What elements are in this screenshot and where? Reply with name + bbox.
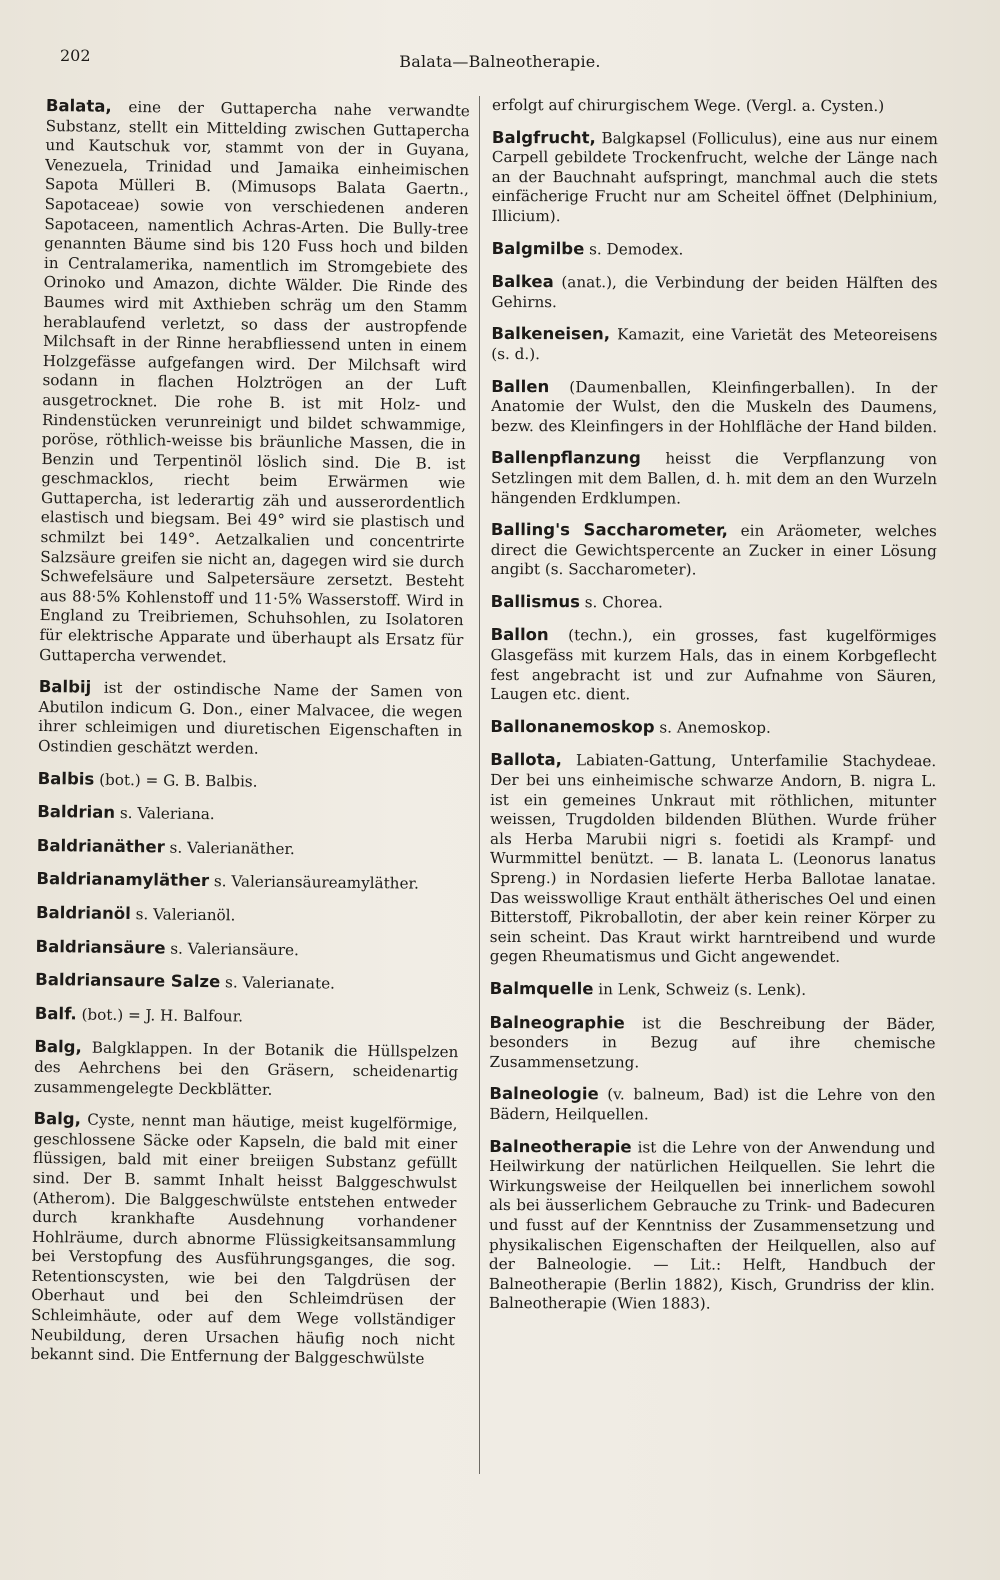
entry-text: (v. balneum, Bad) ist die Lehre von den Bädern, Heilquellen. <box>489 1085 936 1124</box>
entry-text: s. Chorea. <box>584 593 663 612</box>
entry-paragraph <box>37 802 461 828</box>
entry-text: (Daumenballen, Kleinfingerballen). In der Anatomie der Wulst, den die Muskeln des Daumens, bezw. des Kleinfingers in der Hohlfläche der Hand bilden. <box>491 377 938 436</box>
entry-headword: Ballonanemoskop <box>490 716 655 737</box>
entry-headword: Ballon <box>490 625 549 645</box>
entry-paragraph <box>491 324 937 365</box>
dictionary-entry <box>492 128 938 228</box>
dictionary-entry <box>492 96 938 117</box>
dictionary-entry <box>490 979 936 1001</box>
entry-text: ein Aräometer, welches direct die Gewichtspercente an Zucker in einer Lösung angibt (s. Saccharometer). <box>490 521 937 579</box>
entry-text: (bot.) = J. H. Balfour. <box>81 1005 244 1026</box>
dictionary-entry <box>36 869 460 895</box>
entry-paragraph <box>35 936 459 962</box>
entry-headword: Balmquelle <box>489 978 594 999</box>
entry-paragraph <box>491 377 937 438</box>
entry-headword: Balkea <box>491 272 554 292</box>
entry-headword: Baldrian <box>37 802 116 823</box>
entry-paragraph <box>491 448 937 509</box>
entry-text: Labiaten-Gattung, Unterfamilie Stachydeae. Der bei uns einheimische schwarze Andorn, B. nigra L. ist ein gemeines Unkraut mit röthlichen, mitunter weissen, Trugdolden bildenden Blüthen. Wurde früher als Herba Marubii nigri s. foetidi als Krampf- und Wurmmittel benützt. — B. lanata L. (Leonorus lanatus Spreng.) in Nordasien lieferte Herba Ballotae lanatae. Das weisswollige Kraut enthält ätherisches Oel und einen Bitterstoff, Pikroballotin, der aber kein reiner Körper zu sein scheint. Das Kraut wirkt harntreibend und wurde gegen Rheumatismus und Gicht angewendet. <box>489 751 937 967</box>
entry-text: in Lenk, Schweiz (s. Lenk). <box>598 980 807 999</box>
dictionary-entry <box>489 1013 935 1074</box>
entry-headword: Balkeneisen, <box>491 324 611 344</box>
entry-paragraph <box>490 717 936 739</box>
entry-paragraph <box>37 836 461 862</box>
dictionary-entry <box>492 239 938 261</box>
entry-text: ist der ostindische Name der Samen von Abutilon indicum G. Don., einer Malvacee, die wegen ihrer schleimigen und diuretischen Eigenschaften in Ostindien geschätzt werden. <box>37 678 463 758</box>
entry-paragraph <box>492 239 938 261</box>
dictionary-entry <box>491 520 937 581</box>
entry-paragraph <box>35 970 459 996</box>
entry-paragraph <box>490 979 936 1001</box>
entry-text: s. Valerianöl. <box>135 905 236 925</box>
dictionary-entry <box>491 324 937 365</box>
dictionary-entry <box>35 936 459 962</box>
page-number: 202 <box>60 46 91 65</box>
entry-headword: Baldrianäther <box>36 835 165 857</box>
entry-headword: Balg, <box>34 1037 82 1057</box>
entry-text: Cyste, nennt man häutige, meist kugelförmige, geschlossene Säcke oder Kapseln, die bald mit einer flüssigen, bald mit einer breiigen Substanz gefüllt sind. Der B. sammt Inhalt heisst Balggeschwulst (Atherom). Die Balggeschwülste entstehen entweder durch krankhafte Ausdehnung vorhandener Hohlräume, durch abnorme Flüssigkeitsansammlung bei Verstopfung des Ausführungsganges, die sog. Retentionscysten, wie bei den Talgdrüsen der Oberhaut und bei den Schleimdrüsen der Schleimhäute, oder auf dem Wege vollständiger Neubildung, deren Ursachen häufig noch nicht bekannt sind. Die Entfernung der Balggeschwülste <box>30 1110 458 1368</box>
entry-headword: Balbis <box>37 768 95 789</box>
dictionary-entry <box>34 1037 459 1102</box>
entry-text: s. Valeriansäure. <box>170 939 300 959</box>
entry-headword: Balg, <box>33 1109 82 1129</box>
column-divider <box>479 96 480 1474</box>
entry-headword: Baldriansaure Salze <box>35 970 221 992</box>
entry-paragraph <box>35 1004 459 1030</box>
entry-paragraph <box>36 903 460 929</box>
running-head: Balata—Balneotherapie. <box>399 52 601 71</box>
entry-headword: Balgfrucht, <box>491 127 596 147</box>
entry-text: Balgklappen. In der Botanik die Hüllspelzen des Aehrchens bei den Gräsern, scheidenartig zusammengelegte Deckblätter. <box>33 1038 459 1099</box>
entry-headword: Ballenpflanzung <box>491 448 641 468</box>
entry-paragraph <box>492 128 938 228</box>
entry-paragraph <box>489 1137 935 1316</box>
entry-headword: Ballota, <box>490 750 562 770</box>
dictionary-entry <box>36 903 460 929</box>
dictionary-entry <box>490 625 936 706</box>
entry-headword: Baldriansäure <box>35 936 166 958</box>
dictionary-entry <box>489 1084 935 1125</box>
entry-text: (anat.), die Verbindung der beiden Hälften des Gehirns. <box>491 273 938 311</box>
entry-text: heisst die Verpflanzung von Setzlingen mit dem Ballen, d. h. mit dem an den Wurzeln hängenden Erdklumpen. <box>490 449 938 507</box>
entry-headword: Balbij <box>38 677 92 697</box>
dictionary-entry <box>37 836 461 862</box>
dictionary-entry <box>491 448 937 509</box>
dictionary-entry <box>490 750 937 968</box>
entry-text: (techn.), ein grosses, fast kugelförmiges Glasgefäss mit kurzem Hals, das in einem Korbgeflecht fest angebracht ist und zur Aufnahme von Säuren, Laugen etc. dient. <box>490 626 937 704</box>
entry-text: s. Valerianäther. <box>169 838 295 858</box>
entry-paragraph <box>489 1013 935 1074</box>
entry-paragraph <box>39 96 470 670</box>
entry-text: s. Valeriansäureamyläther. <box>213 872 420 893</box>
entry-paragraph <box>492 96 938 117</box>
entry-headword: Baldrianamyläther <box>36 869 210 891</box>
entry-text: ist die Lehre von der Anwendung und Heilwirkung der natürlichen Heilquellen. Sie lehrt die Wirkungsweise der Heilquellen bei innerlichem sowohl als bei äusserlichem Gebrauche zu Trink- und Badecuren und fusst auf der Kenntniss der Zusammensetzung und physikalischen Eigenschaften der Heilquellen, also auf der Balneologie. — Lit.: Helft, Handbuch der Balneotherapie (Berlin 1882), Kisch, Grundriss der klin. Balneotherapie (Wien 1883). <box>488 1137 936 1313</box>
entry-text: Kamazit, eine Varietät des Meteoreisens (s. d.). <box>491 325 938 364</box>
entry-headword: Ballen <box>491 376 550 396</box>
entry-text: (bot.) = G. B. Balbis. <box>99 770 258 791</box>
entry-paragraph <box>38 677 463 762</box>
entry-headword: Ballismus <box>490 591 580 612</box>
dictionary-entry <box>489 1137 935 1316</box>
entry-paragraph <box>490 625 936 706</box>
entry-paragraph <box>30 1109 457 1370</box>
dictionary-entry <box>35 970 459 996</box>
entry-paragraph <box>491 520 937 581</box>
right-column <box>489 96 938 1327</box>
dictionary-entry <box>38 769 462 795</box>
entry-text: s. Anemoskop. <box>659 718 771 737</box>
entry-headword: Balf. <box>34 1003 77 1024</box>
dictionary-entry <box>39 96 470 670</box>
entry-text: Balgkapsel (Folliculus), eine aus nur einem Carpell gebildete Trockenfrucht, welche der Länge nach an der Bauchnaht aufspringt, manchmal auch die stets einfächerige Frucht nur am Scheitel öffnet (Delphinium, Illicium). <box>491 128 938 226</box>
entry-paragraph <box>38 769 462 795</box>
entry-paragraph <box>36 869 460 895</box>
entry-text: erfolgt auf chirurgischem Wege. (Vergl. a. Cysten.) <box>491 96 885 116</box>
entry-headword: Balgmilbe <box>491 238 585 258</box>
entry-headword: Balling's Saccharometer, <box>490 520 728 540</box>
dictionary-entry <box>491 592 937 614</box>
entry-paragraph <box>489 1084 935 1125</box>
dictionary-entry <box>491 272 937 313</box>
dictionary-entry <box>35 1004 459 1030</box>
entry-headword: Balata, <box>45 96 112 116</box>
entry-paragraph <box>491 592 937 614</box>
left-column <box>30 96 470 1382</box>
entry-headword: Balneologie <box>489 1084 599 1104</box>
entry-headword: Baldrianöl <box>35 902 131 924</box>
entry-headword: Balneotherapie <box>489 1136 632 1156</box>
entry-text: s. Valeriana. <box>119 804 215 824</box>
entry-headword: Balneographie <box>489 1012 625 1032</box>
dictionary-entry <box>37 802 461 828</box>
dictionary-entry <box>490 717 936 739</box>
entry-paragraph <box>490 750 937 968</box>
dictionary-entry <box>30 1109 457 1370</box>
entry-paragraph <box>34 1037 459 1102</box>
entry-text: s. Demodex. <box>589 239 684 259</box>
entry-text: eine der Guttapercha nahe verwandte Substanz, stellt ein Mittelding zwischen Guttapercha und Kautschuk vor, stammt von der in Guyana, Venezuela, Trinidad und Jamaika einheimischen Sapota Mülleri B. (Mimusops Balata Gaertn., Sapotaceae) sowie von verschiedenen anderen Sapotaceen, namentlich Achras-Arten. Die Bully-tree genannten Bäume sind bis 120 Fuss hoch und bilden in Centralamerika, namentlich im Stromgebiete des Orinoko und Amazon, dichte Wälder. Die Rinde des Baumes wird mit Axthieben schräg um den Stamm herablaufend verletzt, so dass der austropfende Milchsaft in der Rinne herabfliessend unten in einem Holzgefässe aufgefangen wird. Der Milchsaft wird sodann in flachen Holztrögen an der Luft ausgetrocknet. Die rohe B. ist mit Holz- und Rindenstücken verunreinigt und bildet schwammige, poröse, röthlich-weisse bis bräunliche Massen, die in Benzin und Terpentinöl löslich sind. Die B. ist geschmacklos, riecht beim Erwärmen wie Guttapercha, ist lederartig zäh und ausserordentlich elastisch und biegsam. Bei 49° wird sie plastisch und schmilzt bei 149°. Aetzalkalien und concentrirte Salzsäure greifen sie nicht an, dagegen wird sie durch Schwefelsäure und Salpetersäure zersetzt. Besteht aus 88·5% Kohlenstoff und 11·5% Wasserstoff. Wird in England zu Treibriemen, Schuhsohlen, zu Isolatoren für elektrische Apparate und überhaupt als Ersatz für Guttapercha verwendet. <box>39 98 470 666</box>
entry-text: s. Valerianate. <box>224 973 336 993</box>
entry-paragraph <box>491 272 937 313</box>
dictionary-entry <box>38 677 463 762</box>
dictionary-entry <box>491 377 937 438</box>
entry-text: ist die Beschreibung der Bäder, besonders in Bezug auf ihre chemische Zusammensetzung. <box>489 1013 936 1072</box>
